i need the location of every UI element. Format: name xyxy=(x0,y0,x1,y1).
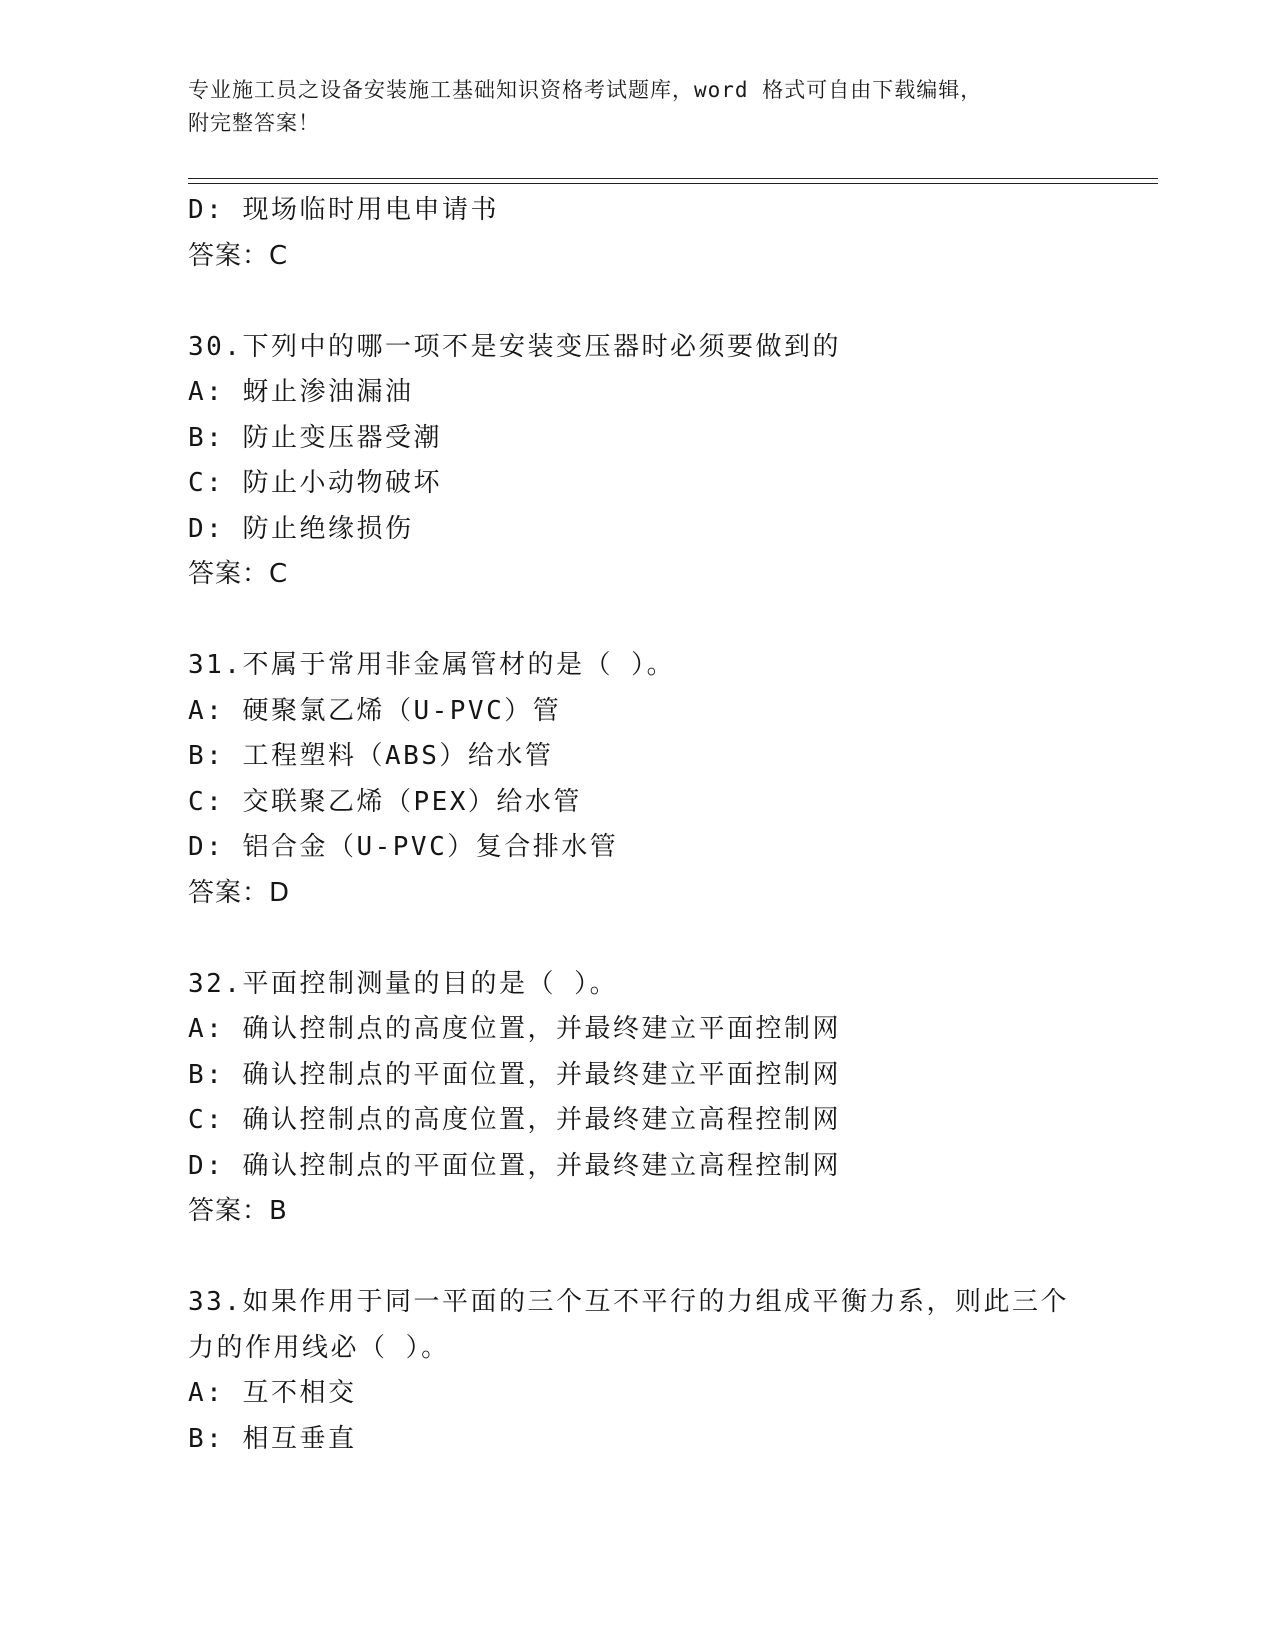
answer-label: 答案： xyxy=(188,1196,270,1226)
option-a: A: 互不相交 xyxy=(188,1378,357,1408)
header-line-2: 附完整答案！ xyxy=(188,111,320,135)
option-a: A: 确认控制点的高度位置，并最终建立平面控制网 xyxy=(188,1014,841,1044)
option-d: D: 防止绝缘损伤 xyxy=(188,513,414,544)
answer-line xyxy=(188,871,1168,917)
prev-answer xyxy=(188,234,1168,280)
question-stem: 32.平面控制测量的目的是（ ）。 xyxy=(188,968,619,999)
question-stem: 33.如果作用于同一平面的三个互不平行的力组成平衡力系，则此三个 xyxy=(188,1287,1069,1317)
spacer xyxy=(188,916,1168,962)
header-divider-top xyxy=(188,178,1158,179)
header-divider-bottom xyxy=(188,183,1158,184)
document-header xyxy=(188,74,1068,140)
answer-value: D xyxy=(269,877,291,908)
answer-value: C xyxy=(269,240,289,271)
spacer xyxy=(188,598,1168,644)
prev-option-d: D: 现场临时用电申请书 xyxy=(188,195,499,225)
header-line-1: 专业施工员之设备安装施工基础知识资格考试题库，word 格式可自由下载编辑， xyxy=(188,78,983,102)
option-b: B: 工程塑料（ABS）给水管 xyxy=(188,741,554,771)
option-d: D: 铝合金（U-PVC）复合排水管 xyxy=(188,832,619,862)
question-31 xyxy=(188,643,1168,916)
option-d: D: 确认控制点的平面位置，并最终建立高程控制网 xyxy=(188,1150,841,1181)
option-a: A: 蚜止渗油漏油 xyxy=(188,377,414,407)
answer-line xyxy=(188,552,1168,598)
answer-value: B xyxy=(269,1196,288,1226)
answer-line xyxy=(188,1189,1168,1235)
option-a: A: 硬聚氯乙烯（U-PVC）管 xyxy=(188,695,562,726)
option-b: B: 相互垂直 xyxy=(188,1423,357,1454)
question-stem: 31.不属于常用非金属管材的是（ ）。 xyxy=(188,650,676,680)
question-stem-continued: 力的作用线必（ ）。 xyxy=(188,1332,450,1363)
option-b: B: 确认控制点的平面位置，并最终建立平面控制网 xyxy=(188,1059,841,1090)
option-c: C: 交联聚乙烯（PEX）给水管 xyxy=(188,786,582,817)
spacer xyxy=(188,279,1168,325)
question-33 xyxy=(188,1280,1168,1462)
answer-label: 答案： xyxy=(188,240,270,271)
answer-label: 答案： xyxy=(188,559,270,589)
question-stem: 30.下列中的哪一项不是安装变压器时必须要做到的 xyxy=(188,331,841,362)
option-c: C: 确认控制点的高度位置，并最终建立高程控制网 xyxy=(188,1105,841,1135)
question-list xyxy=(188,188,1168,1462)
option-c: C: 防止小动物破坏 xyxy=(188,468,442,498)
spacer xyxy=(188,1235,1168,1281)
question-32 xyxy=(188,962,1168,1235)
answer-value: C xyxy=(269,559,289,589)
answer-label: 答案： xyxy=(188,877,270,908)
question-30 xyxy=(188,325,1168,598)
option-b: B: 防止变压器受潮 xyxy=(188,422,442,453)
